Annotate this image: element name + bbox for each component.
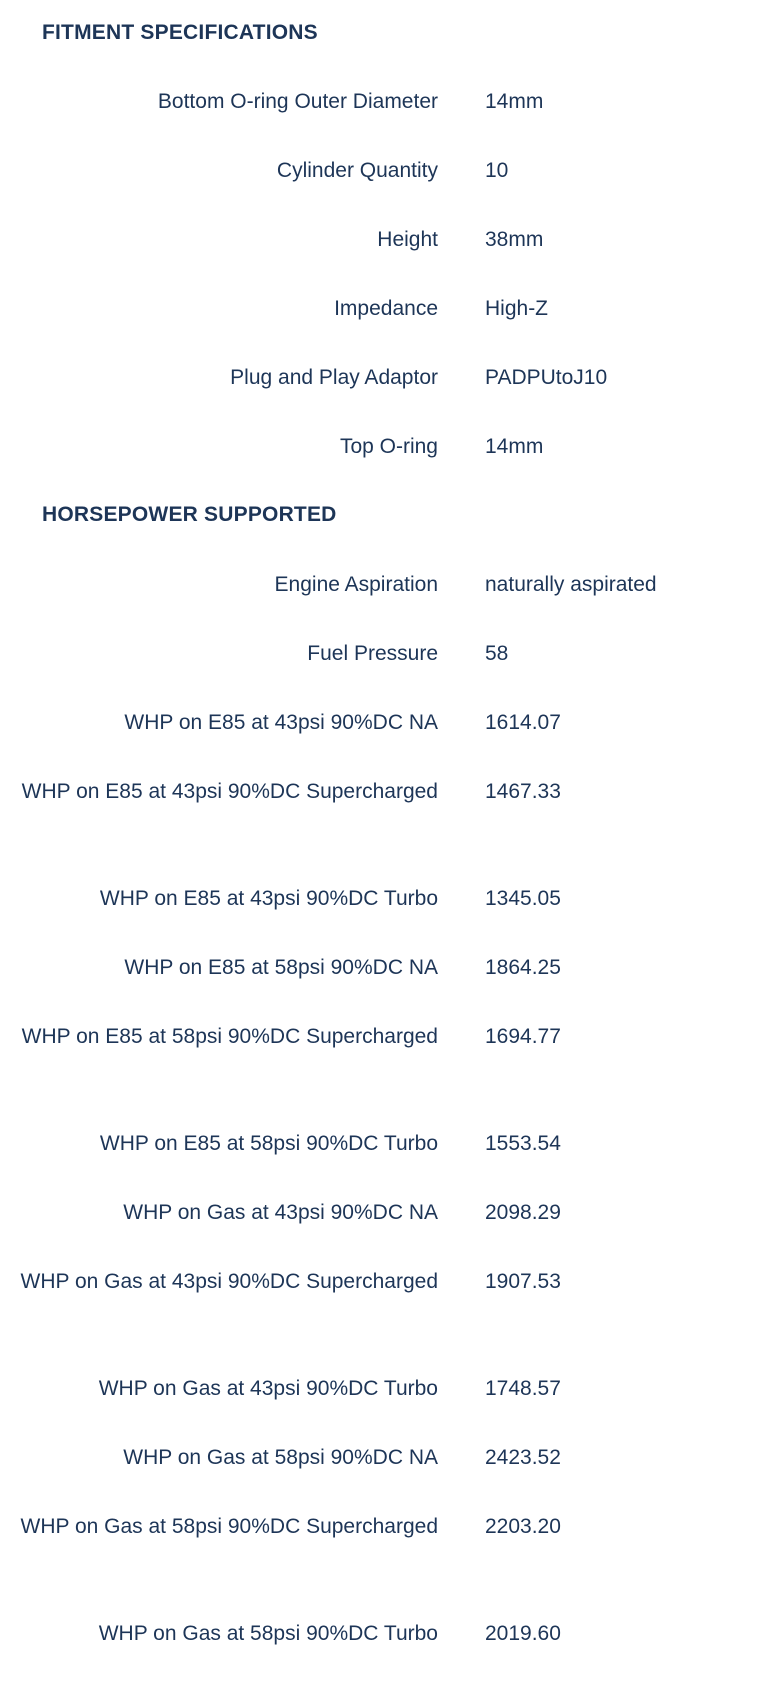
spec-value: 10 <box>485 159 509 182</box>
spec-value: 1345.05 <box>485 887 561 910</box>
spec-row <box>0 635 781 673</box>
spec-label: WHP on Gas at 58psi 90%DC Supercharged <box>20 1515 438 1538</box>
spec-value: 1748.57 <box>485 1377 561 1400</box>
spec-row <box>0 359 781 397</box>
fitment-section-title: FITMENT SPECIFICATIONS <box>42 21 318 44</box>
spec-value: 1864.25 <box>485 956 561 979</box>
spec-label: Engine Aspiration <box>274 573 438 596</box>
spec-label: Bottom O-ring Outer Diameter <box>157 90 438 113</box>
spec-value: 1694.77 <box>485 1025 561 1048</box>
spec-label: WHP on Gas at 58psi 90%DC NA <box>123 1446 438 1469</box>
spec-row <box>0 1370 781 1408</box>
spec-label: Cylinder Quantity <box>276 159 438 182</box>
spec-value: 58 <box>485 642 509 665</box>
spec-row <box>0 428 781 466</box>
spec-value: 1467.33 <box>485 780 561 803</box>
spec-row <box>0 949 781 987</box>
spec-row <box>0 1508 781 1546</box>
spec-label: WHP on Gas at 43psi 90%DC Turbo <box>98 1377 438 1400</box>
spec-row <box>0 704 781 742</box>
spec-value: 1614.07 <box>485 711 561 734</box>
spec-label: WHP on Gas at 43psi 90%DC NA <box>123 1201 438 1224</box>
spec-value: 38mm <box>485 228 544 251</box>
spec-row <box>0 221 781 259</box>
spec-value: 1553.54 <box>485 1132 561 1155</box>
spec-row <box>0 566 781 604</box>
spec-label: Top O-ring <box>339 435 438 458</box>
spec-value: 1907.53 <box>485 1270 561 1293</box>
spec-row <box>0 1439 781 1477</box>
spec-value: 14mm <box>485 435 544 458</box>
spec-label: WHP on E85 at 43psi 90%DC NA <box>124 711 438 734</box>
spec-label: WHP on E85 at 58psi 90%DC NA <box>124 956 438 979</box>
spec-label: WHP on E85 at 58psi 90%DC Turbo <box>99 1132 438 1155</box>
spec-value: naturally aspirated <box>485 573 657 596</box>
spec-label: Impedance <box>334 297 438 320</box>
spec-row <box>0 290 781 328</box>
spec-label: Height <box>377 228 438 251</box>
spec-label: WHP on E85 at 58psi 90%DC Supercharged <box>21 1025 438 1048</box>
spec-row <box>0 1615 781 1653</box>
spec-value: 2203.20 <box>485 1515 561 1538</box>
spec-row <box>0 83 781 121</box>
spec-label: WHP on E85 at 43psi 90%DC Turbo <box>99 887 438 910</box>
spec-row <box>0 1263 781 1301</box>
spec-label: WHP on Gas at 43psi 90%DC Supercharged <box>20 1270 438 1293</box>
spec-value: PADPUtoJ10 <box>485 366 608 389</box>
horsepower-section-title: HORSEPOWER SUPPORTED <box>42 503 337 526</box>
spec-value: 14mm <box>485 90 544 113</box>
spec-label: Fuel Pressure <box>307 642 438 665</box>
spec-row <box>0 152 781 190</box>
spec-label: WHP on E85 at 43psi 90%DC Supercharged <box>21 780 438 803</box>
spec-row <box>0 880 781 918</box>
spec-label: Plug and Play Adaptor <box>230 366 438 389</box>
spec-label: WHP on Gas at 58psi 90%DC Turbo <box>98 1622 438 1645</box>
spec-value: High-Z <box>485 297 549 320</box>
spec-row <box>0 1018 781 1056</box>
spec-row <box>0 773 781 811</box>
spec-value: 2019.60 <box>485 1622 561 1645</box>
spec-row <box>0 1125 781 1163</box>
spec-value: 2423.52 <box>485 1446 561 1469</box>
spec-row <box>0 1194 781 1232</box>
spec-value: 2098.29 <box>485 1201 561 1224</box>
